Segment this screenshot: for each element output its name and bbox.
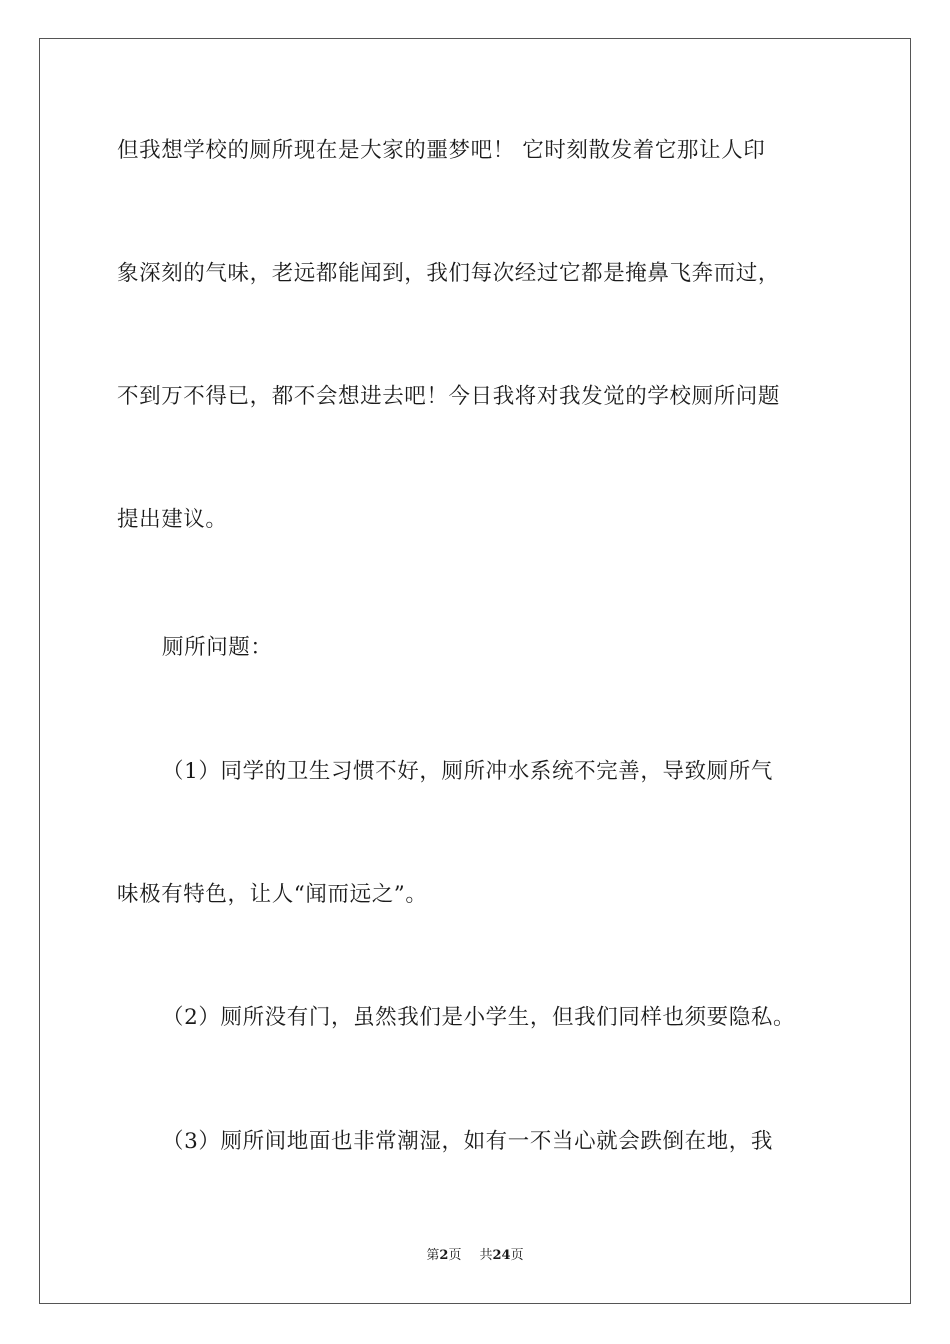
page-footer bbox=[0, 1247, 950, 1265]
list-item-1-line-2: 味极有特色，让人“闻而远之”。 bbox=[117, 882, 428, 907]
page-border bbox=[39, 38, 911, 1304]
body-line-1: 但我想学校的厕所现在是大家的噩梦吧！ 它时刻散发着它那让人印 bbox=[117, 138, 766, 163]
total-prefix: 共 bbox=[479, 1248, 493, 1263]
list-item-3-line-1: （3）厕所间地面也非常潮湿，如有一不当心就会跌倒在地，我 bbox=[162, 1129, 773, 1154]
page-number: 2 bbox=[439, 1248, 449, 1263]
total-suffix: 页 bbox=[510, 1248, 524, 1263]
page-suffix: 页 bbox=[448, 1248, 462, 1263]
section-heading: 厕所问题： bbox=[162, 635, 273, 660]
list-item-1-line-1: （1）同学的卫生习惯不好，厕所冲水系统不完善，导致厕所气 bbox=[162, 759, 773, 784]
body-line-2: 象深刻的气味，老远都能闻到，我们每次经过它都是掩鼻飞奔而过， bbox=[117, 261, 781, 286]
list-item-2: （2）厕所没有门，虽然我们是小学生，但我们同样也须要隐私。 bbox=[162, 1005, 796, 1030]
total-pages: 24 bbox=[492, 1248, 511, 1263]
body-line-4: 提出建议。 bbox=[117, 507, 228, 532]
body-line-3: 不到万不得已，都不会想进去吧！今日我将对我发觉的学校厕所问题 bbox=[117, 384, 781, 409]
page-prefix: 第 bbox=[426, 1248, 440, 1263]
